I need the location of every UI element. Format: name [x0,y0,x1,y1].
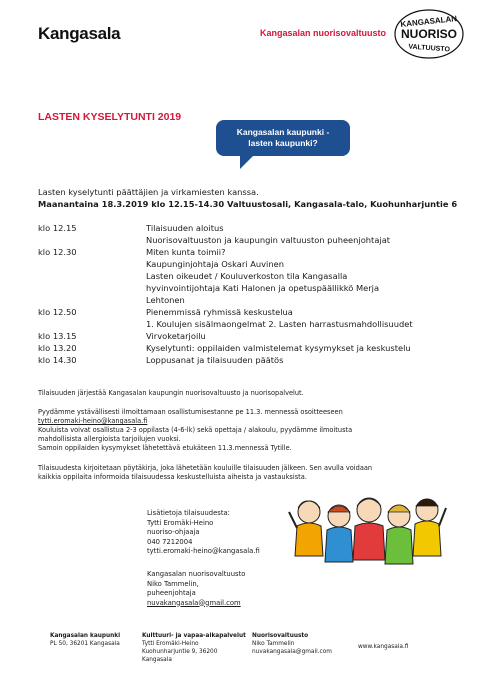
registration-line: mahdollisista allergioista tarjoilujen vuoksi. [38,435,181,443]
schedule-time: klo 12.50 [38,307,77,317]
contact2-name: Niko Tammelin, [147,579,199,588]
schedule-desc: Kaupunginjohtaja Oskari Auvinen [146,259,284,269]
minutes-line: Tilaisuudesta kirjoitetaan pöytäkirja, joka lähetetään kouluille tilaisuuden jälkeen. Sen avulla voidaan [38,464,373,472]
schedule-row [38,246,466,258]
schedule-time [38,258,146,270]
schedule-desc: Virvoketarjoilu [146,331,206,341]
organizer-paragraph: Tilaisuuden järjestää Kangasalan kaupungin nuorisovaltuusto ja nuorisopalvelut. [38,389,304,397]
event-date-line: Maanantaina 18.3.2019 klo 12.15-14.30 Valtuustosali, Kangasala-talo, Kuohunharjuntie 6 [38,199,458,209]
schedule-desc: Loppusanat ja tilaisuuden päätös [146,355,284,365]
seal-line-2: NUORISO [400,27,458,41]
bubble-line-2: lasten kaupunki? [248,138,318,148]
schedule-time: klo 12.15 [38,223,77,233]
contact-email: tytti.eromaki-heino@kangasala.fi [147,547,260,555]
schedule-desc: Lasten oikeudet / Kouluverkoston tila Kangasalla [146,271,348,281]
schedule-row [38,282,466,294]
schedule-time: klo 13.20 [38,343,77,353]
schedule-row [38,330,466,342]
contact-info [147,509,260,557]
contact-name: Tytti Eromäki-Heino [147,518,214,527]
schedule-row [38,306,466,318]
footer-city-title: Kangasalan kaupunki [50,633,121,639]
contact2-org: Kangasalan nuorisovaltuusto [147,570,246,578]
schedule-time: klo 14.30 [38,355,77,365]
footer-col-culture [142,632,246,664]
schedule-row [38,222,466,234]
schedule-row [38,270,466,282]
schedule-time: klo 12.30 [38,247,77,257]
child-2 [325,505,353,562]
schedule [38,222,466,366]
registration-paragraph [38,408,448,453]
schedule-desc: 1. Koulujen sisälmaongelmat 2. Lasten harrastusmahdollisuudet [146,319,413,329]
footer-council-line: nuvakangasala@gmail.com [252,649,332,655]
schedule-time [38,294,146,306]
schedule-desc: Lehtonen [146,295,185,305]
schedule-time [38,318,146,330]
child-1 [289,501,323,556]
schedule-time [38,234,146,246]
schedule-row [38,258,466,270]
page-title: LASTEN KYSELYTUNTI 2019 [38,111,182,123]
footer-culture-title: Kulttuuri- ja vapaa-aikapalvelut [142,633,246,639]
schedule-desc: Tilaisuuden aloitus [146,223,224,233]
contact2-role: puheenjohtaja [147,589,196,597]
schedule-desc: hyvinvointijohtaja Kati Halonen ja opetuspäällikkö Merja [146,283,380,293]
contact-role: nuoriso-ohjaaja [147,528,200,536]
footer-website-link[interactable]: www.kangasala.fi [358,644,409,650]
contact-phone: 040 7212004 [147,537,193,546]
org-name: Kangasalan nuorisovaltuusto [260,28,387,38]
registration-line: Samoin oppilaiden kysymykset lähetettävä etukäteen 11.3.mennessä Tytille. [38,444,292,452]
schedule-time: klo 13.15 [38,331,77,341]
minutes-paragraph [38,464,448,482]
contact-heading: Lisätietoja tilaisuudesta: [147,509,230,517]
contact2-email-link[interactable]: nuvakangasala@gmail.com [147,598,241,607]
footer-col-web [358,643,408,651]
schedule-desc: Kyselytunti: oppilaiden valmistelemat kysymykset ja keskustelu [146,343,411,353]
schedule-row [38,234,466,246]
seal-line-3: VALTUUSTO [408,43,451,54]
nuorisovaltuusto-seal [393,8,465,60]
footer-col-council [252,632,332,656]
footer-council-line: Niko Tammelin [252,641,295,647]
schedule-time [38,270,146,282]
registration-email-link[interactable]: tytti.eromaki-heino@kangasala.fi [38,417,148,425]
schedule-desc: Nuorisovaltuuston ja kaupungin valtuuston puheenjohtajat [146,235,391,245]
schedule-row [38,318,466,330]
minutes-line: kaikkia oppilaita informoida tilaisuudessa keskustelluista aiheista ja vastauksista. [38,473,307,481]
footer-council-title: Nuorisovaltuusto [252,633,309,639]
footer-col-city [50,632,120,648]
footer-culture-line: Kuohunharjuntie 9, 36200 [142,649,218,655]
schedule-row [38,294,466,306]
schedule-time [38,282,146,294]
registration-line: Pyydämme ystävällisesti ilmoittamaan osallistumisestanne pe 11.3. mennessä osoitteeseen [38,408,343,416]
schedule-row [38,354,466,366]
child-3 [353,498,385,560]
youth-council-contact [147,570,245,608]
child-4 [385,505,413,564]
child-5 [413,499,446,556]
schedule-desc: Pienemmissä ryhmissä keskustelua [146,307,293,317]
seal-line-1: KANGASALAN [399,14,458,29]
schedule-row [38,342,466,354]
footer-culture-line: Tytti Eromäki-Heino [142,641,199,647]
registration-line: Kouluista voivat osallistua 2-3 oppilasta (4-6-lk) sekä opettaja / alakoulu, pyydämme ilmoitusta [38,426,353,434]
bubble-line-1: Kangasalan kaupunki - [236,127,330,137]
footer-city-address: PL 50, 36201 Kangasala [50,641,120,647]
speech-bubble-tail [240,155,254,169]
children-illustration [287,486,447,578]
kangasala-logo: Kangasala [38,24,121,43]
speech-bubble [216,120,350,156]
schedule-desc: Miten kunta toimii? [146,247,226,257]
intro-text: Lasten kyselytunti päättäjien ja virkamiesten kanssa. [38,187,259,197]
footer-culture-line: Kangasala [142,657,172,663]
